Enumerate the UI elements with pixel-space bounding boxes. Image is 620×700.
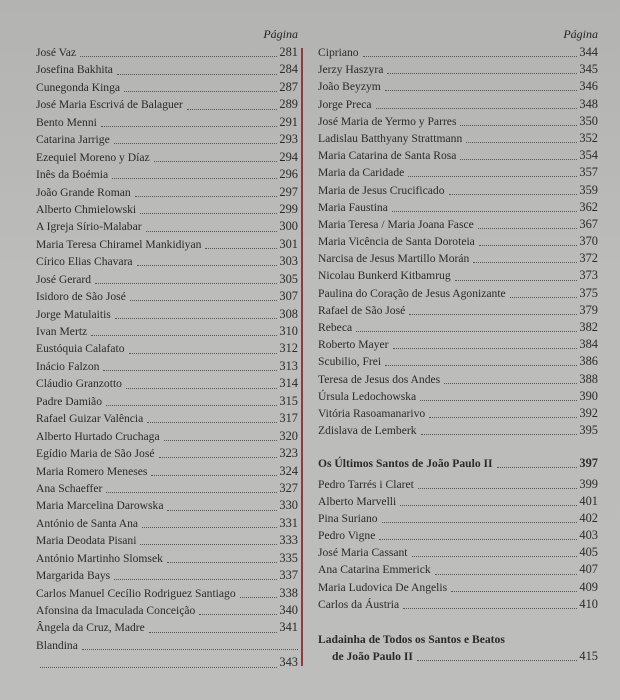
entry-page-number: 370 (579, 234, 598, 249)
entry-page-number: 291 (279, 114, 298, 129)
dot-leader (363, 56, 578, 57)
dot-leader (444, 383, 577, 384)
entry-page-number: 289 (279, 97, 298, 112)
entry-name: José Maria Cassant (318, 546, 408, 560)
entry-name: Cunegonda Kinga (36, 80, 121, 94)
toc-entry[interactable] (36, 550, 298, 567)
toc-entry[interactable] (318, 388, 598, 405)
entry-page-number: 350 (579, 113, 598, 128)
dot-leader (115, 318, 278, 319)
entry-page-number: 294 (279, 149, 298, 164)
entry-name: Cipriano (318, 46, 359, 59)
toc-entry-list (36, 44, 298, 672)
entry-name: Inês da Boémia (36, 168, 109, 182)
entry-page-number: 303 (279, 254, 298, 269)
toc-entry[interactable] (36, 166, 298, 183)
dot-leader (435, 574, 578, 575)
entry-name: Ezequiel Moreno y Díaz (36, 150, 150, 164)
toc-entry[interactable] (36, 323, 298, 340)
toc-litany-entry[interactable] (318, 631, 598, 665)
entry-page-number: 410 (579, 596, 598, 611)
dot-leader (103, 370, 277, 371)
toc-entry[interactable] (318, 527, 598, 544)
toc-entry[interactable] (36, 410, 298, 427)
toc-entry[interactable] (318, 164, 598, 181)
litany-title-line2: de João Paulo II (332, 650, 413, 663)
entry-page-number: 305 (279, 271, 298, 286)
toc-entry[interactable] (36, 497, 298, 514)
dot-leader (449, 194, 578, 195)
litany-title-line1: Ladainha de Todos os Santos e Beatos (318, 633, 505, 646)
entry-page-number: 320 (279, 428, 298, 443)
entry-name: Maria Deodata Pisani (36, 534, 137, 548)
entry-name: José Gerard (36, 272, 92, 286)
entry-name: Josefina Bakhita (36, 63, 113, 77)
dot-leader (385, 365, 577, 366)
entry-page-number: 379 (579, 302, 598, 317)
entry-page-number: 308 (279, 306, 298, 321)
dot-leader (40, 667, 277, 668)
entry-name: Jorge Matulaitis (36, 307, 111, 321)
dot-leader (466, 142, 577, 143)
dot-leader (106, 405, 277, 406)
entry-page-number: 344 (579, 45, 598, 59)
entry-page-number: 330 (279, 498, 298, 513)
entry-page-number: 296 (279, 167, 298, 182)
dot-leader (114, 579, 277, 580)
dot-leader (187, 109, 278, 110)
entry-name: Jerzy Haszyra (318, 63, 384, 77)
entry-name: Ivan Mertz (36, 325, 88, 338)
entry-page-number: 373 (579, 268, 598, 283)
dot-leader (167, 562, 278, 563)
entry-name: José Maria de Yermo y Parres (318, 114, 457, 128)
entry-page-number: 300 (279, 219, 298, 234)
dot-leader (159, 457, 278, 458)
entry-name: Pedro Vigne (318, 529, 376, 543)
dot-leader (455, 280, 578, 281)
dot-leader (379, 539, 577, 540)
dot-leader (137, 265, 278, 266)
toc-entry[interactable] (36, 184, 298, 201)
toc-entry[interactable] (318, 147, 598, 164)
entry-name: Maria da Caridade (318, 166, 405, 180)
entry-page-number: 324 (279, 463, 298, 478)
toc-entry[interactable] (318, 371, 598, 388)
entry-name: Catarina Jarrige (36, 133, 110, 147)
toc-entry[interactable] (36, 358, 298, 375)
entry-name: Maria Teresa Chiramel Mankidiyan (36, 237, 202, 251)
entry-page-number: 399 (579, 476, 598, 491)
dot-leader (356, 331, 577, 332)
dot-leader (164, 440, 278, 441)
dot-leader (478, 228, 578, 229)
dot-leader (167, 510, 277, 511)
dot-leader (393, 348, 578, 349)
toc-entry[interactable] (318, 233, 598, 250)
entry-page-number: 281 (279, 45, 298, 59)
entry-page-number: 362 (579, 199, 598, 214)
toc-entry[interactable] (318, 267, 598, 284)
toc-left-column (36, 24, 298, 672)
dot-leader (151, 475, 277, 476)
dot-leader (420, 400, 577, 401)
toc-entry[interactable] (318, 476, 598, 493)
entry-page-number: 409 (579, 579, 598, 594)
entry-name: Alberto Marvelli (318, 494, 397, 508)
toc-entry[interactable] (318, 96, 598, 113)
toc-entry[interactable] (36, 114, 298, 131)
toc-entry[interactable] (318, 113, 598, 130)
entry-name: Jorge Preca (318, 97, 372, 111)
dot-leader (114, 143, 278, 144)
entry-page-number: 346 (579, 79, 598, 94)
entry-page-number: 345 (579, 62, 598, 77)
entry-name: Roberto Mayer (318, 338, 389, 352)
toc-entry[interactable] (318, 319, 598, 336)
toc-entry[interactable] (36, 288, 298, 305)
entry-name: Margarida Bays (36, 569, 111, 583)
dot-leader (149, 632, 278, 633)
dot-leader (421, 434, 578, 435)
entry-name: Círico Elias Chavara (36, 255, 133, 269)
entry-page-number: 340 (279, 603, 298, 617)
toc-entry[interactable] (36, 201, 298, 218)
dot-leader (130, 300, 278, 301)
toc-entry[interactable] (318, 44, 598, 61)
entry-name: Pina Suriano (318, 511, 378, 525)
dot-leader (451, 591, 577, 592)
entry-name: Pedro Tarrés i Claret (318, 477, 414, 491)
toc-entry[interactable] (36, 619, 298, 636)
entry-page-number: 287 (279, 79, 298, 94)
toc-entry[interactable] (318, 302, 598, 319)
entry-page-number: 388 (579, 371, 598, 386)
entry-page-number: 323 (279, 446, 298, 461)
toc-entry[interactable] (318, 130, 598, 147)
entry-name: Isidoro de São José (36, 290, 126, 304)
toc-entry[interactable] (318, 561, 598, 578)
dot-leader (460, 125, 577, 126)
entry-page-number: 297 (279, 184, 298, 199)
entry-page-number: 313 (279, 358, 298, 373)
entry-name: Rafael de São José (318, 303, 406, 317)
toc-entry[interactable] (36, 445, 298, 462)
entry-name: Padre Damião (36, 394, 102, 408)
toc-entry-list (318, 44, 598, 439)
entry-name: Carlos Manuel Cecílio Rodriguez Santiago (36, 586, 236, 600)
page-column-header: Página (563, 27, 598, 41)
entry-page-number: 312 (279, 341, 298, 356)
entry-name: Nicolau Bunkerd Kitbamrug (318, 269, 451, 283)
toc-entry[interactable] (36, 44, 298, 61)
dot-leader (112, 178, 277, 179)
toc-entry[interactable] (318, 493, 598, 510)
dot-leader (408, 176, 577, 177)
toc-entry[interactable] (318, 510, 598, 527)
dot-leader (106, 492, 277, 493)
toc-entry[interactable] (36, 393, 298, 410)
toc-entry[interactable] (318, 182, 598, 199)
entry-page-number: 354 (579, 148, 598, 163)
entry-name: Rebeca (318, 321, 353, 334)
entry-name: Maria Vicência de Santa Doroteia (318, 235, 475, 249)
toc-entry[interactable] (36, 654, 298, 671)
section-page-number: 397 (579, 456, 598, 471)
toc-entry[interactable] (36, 567, 298, 584)
entry-page-number: 314 (279, 376, 298, 391)
entry-name: João Grande Roman (36, 185, 131, 199)
toc-entry[interactable] (36, 253, 298, 270)
dot-leader (400, 505, 577, 506)
litany-page-number: 415 (579, 649, 598, 663)
toc-entry[interactable] (36, 340, 298, 357)
dot-leader (479, 245, 578, 246)
dot-leader (135, 196, 278, 197)
toc-entry[interactable] (318, 78, 598, 95)
toc-entry[interactable] (36, 375, 298, 392)
entry-page-number: 402 (579, 510, 598, 525)
entry-page-number: 357 (579, 165, 598, 180)
entry-page-number: 310 (279, 324, 298, 338)
entry-name: Maria Catarina de Santa Rosa (318, 149, 457, 163)
entry-page-number: 386 (579, 354, 598, 369)
dot-leader (124, 91, 277, 92)
entry-name: Scubilio, Frei (318, 355, 382, 369)
entry-name: Egídio Maria de São José (36, 447, 155, 461)
entry-name: Ângela da Cruz, Madre (36, 621, 145, 635)
entry-name: Maria Ludovica De Angelis (318, 580, 448, 594)
dot-leader (392, 211, 578, 212)
dot-leader (129, 353, 278, 354)
dot-leader (376, 108, 578, 109)
dot-leader (80, 56, 277, 57)
entry-name: Maria Teresa / Maria Joana Fasce (318, 217, 474, 231)
column-divider (301, 48, 303, 666)
toc-section-heading[interactable] (318, 455, 598, 472)
entry-page-number: 327 (279, 480, 298, 495)
dot-leader (91, 335, 277, 336)
dot-leader (146, 231, 278, 232)
entry-name: Ana Catarina Emmerick (318, 563, 431, 577)
toc-right-column (318, 24, 598, 665)
toc-entry[interactable] (36, 271, 298, 288)
entry-page-number: 315 (279, 393, 298, 408)
toc-entry[interactable] (36, 96, 298, 113)
dot-leader (497, 467, 578, 468)
entry-name: António Martinho Slomsek (36, 551, 163, 565)
entry-page-number: 384 (579, 337, 598, 352)
entry-page-number: 390 (579, 388, 598, 403)
entry-name: A Igreja Sírio-Malabar (36, 220, 142, 234)
entry-name: Teresa de Jesus dos Andes (318, 372, 441, 386)
toc-entry[interactable] (36, 585, 298, 602)
entry-name: Blandina (36, 638, 78, 652)
toc-entry[interactable] (36, 306, 298, 323)
dot-leader (385, 90, 578, 91)
toc-entry[interactable] (36, 79, 298, 96)
dot-leader (154, 161, 278, 162)
entry-page-number: 372 (579, 251, 598, 266)
entry-page-number: 405 (579, 545, 598, 560)
entry-page-number: 348 (579, 96, 598, 111)
dot-leader (510, 297, 578, 298)
entry-page-number: 382 (579, 320, 598, 334)
entry-name: Rafael Guizar Valência (36, 412, 144, 426)
toc-entry[interactable] (36, 61, 298, 78)
entry-page-number: 317 (279, 411, 298, 426)
toc-entry[interactable] (36, 532, 298, 549)
dot-leader (429, 417, 577, 418)
entry-name: Inácio Falzon (36, 359, 100, 373)
entry-name: Afonsina da Imaculada Conceição (36, 604, 196, 617)
dot-leader (473, 262, 577, 263)
entry-name: Zdislava de Lemberk (318, 424, 417, 438)
entry-page-number: 335 (279, 550, 298, 565)
entry-page-number: 359 (579, 182, 598, 197)
entry-name: Maria Faustina (318, 200, 388, 214)
dot-leader (205, 248, 277, 249)
entry-page-number: 341 (279, 620, 298, 635)
entry-name: José Vaz (36, 46, 77, 59)
toc-entry[interactable] (318, 216, 598, 233)
toc-entry[interactable] (318, 596, 598, 613)
toc-entry[interactable] (36, 637, 298, 654)
toc-entry[interactable] (36, 218, 298, 235)
dot-leader (140, 544, 277, 545)
entry-name: Maria de Jesus Crucificado (318, 183, 445, 197)
toc-entry[interactable] (318, 405, 598, 422)
dot-leader (199, 614, 277, 615)
entry-page-number: 392 (579, 405, 598, 420)
entry-page-number: 407 (579, 562, 598, 577)
toc-entry[interactable] (36, 463, 298, 480)
dot-leader (240, 597, 278, 598)
dot-leader (140, 213, 277, 214)
entry-name: Alberto Hurtado Cruchaga (36, 429, 160, 443)
toc-entry[interactable] (318, 336, 598, 353)
toc-entry[interactable] (36, 515, 298, 532)
toc-entry[interactable] (36, 131, 298, 148)
dot-leader (460, 159, 577, 160)
entry-page-number: 395 (579, 423, 598, 438)
toc-entry[interactable] (318, 422, 598, 439)
dot-leader (418, 488, 578, 489)
dot-leader (142, 527, 277, 528)
dot-leader (387, 73, 577, 74)
entry-page-number: 343 (279, 655, 298, 670)
section-title: Os Últimos Santos de João Paulo II (318, 457, 493, 471)
toc-entry[interactable] (36, 428, 298, 445)
entry-name: João Beyzym (318, 80, 381, 94)
entry-name: Cláudio Granzotto (36, 377, 122, 391)
entry-page-number: 331 (279, 515, 298, 530)
entry-page-number: 301 (279, 236, 298, 251)
entry-page-number: 293 (279, 132, 298, 147)
entry-name: Maria Romero Meneses (36, 464, 148, 478)
entry-name: Carlos da Áustria (318, 597, 400, 611)
dot-leader (412, 556, 578, 557)
dot-leader (117, 74, 277, 75)
toc-section-entry-list (318, 476, 598, 614)
entry-name: Úrsula Ledochowska (318, 389, 417, 403)
entry-name: Vitória Rasoamanarivo (318, 406, 426, 420)
dot-leader (403, 608, 577, 609)
toc-entry[interactable] (318, 61, 598, 78)
entry-name: José Maria Escrivá de Balaguer (36, 98, 183, 112)
entry-page-number: 299 (279, 201, 298, 216)
toc-entry[interactable] (318, 544, 598, 561)
dot-leader (409, 314, 577, 315)
dot-leader (147, 422, 277, 423)
entry-page-number: 333 (279, 533, 298, 548)
entry-page-number: 367 (579, 216, 598, 231)
toc-entry[interactable] (318, 285, 598, 302)
dot-leader (382, 522, 578, 523)
toc-entry[interactable] (318, 579, 598, 596)
toc-entry[interactable] (36, 149, 298, 166)
entry-name: Alberto Chmielowski (36, 202, 137, 216)
toc-entry[interactable] (318, 250, 598, 267)
entry-page-number: 337 (279, 568, 298, 583)
dot-leader (101, 126, 278, 127)
entry-page-number: 307 (279, 289, 298, 304)
entry-name: Eustóquia Calafato (36, 342, 125, 356)
entry-name: Ladislau Batthyany Strattmann (318, 131, 463, 145)
toc-entry[interactable] (36, 480, 298, 497)
entry-name: António de Santa Ana (36, 516, 139, 530)
entry-page-number: 401 (579, 493, 598, 508)
toc-entry[interactable] (36, 236, 298, 253)
page-column-header: Página (263, 27, 298, 41)
dot-leader (417, 660, 578, 661)
entry-name: Narcisa de Jesus Martillo Morán (318, 252, 470, 266)
dot-leader (95, 283, 277, 284)
toc-entry[interactable] (318, 199, 598, 216)
entry-page-number: 338 (279, 585, 298, 600)
toc-entry[interactable] (318, 353, 598, 370)
entry-page-number: 375 (579, 285, 598, 300)
dot-leader (126, 388, 277, 389)
toc-entry[interactable] (36, 602, 298, 619)
entry-name: Paulina do Coração de Jesus Agonizante (318, 286, 506, 300)
entry-name: Ana Schaeffer (36, 481, 103, 495)
entry-page-number: 352 (579, 130, 598, 145)
entry-page-number: 284 (279, 62, 298, 77)
entry-page-number: 403 (579, 528, 598, 543)
entry-name: Bento Menni (36, 115, 97, 129)
entry-name: Maria Marcelina Darowska (36, 499, 164, 513)
dot-leader (82, 649, 298, 650)
